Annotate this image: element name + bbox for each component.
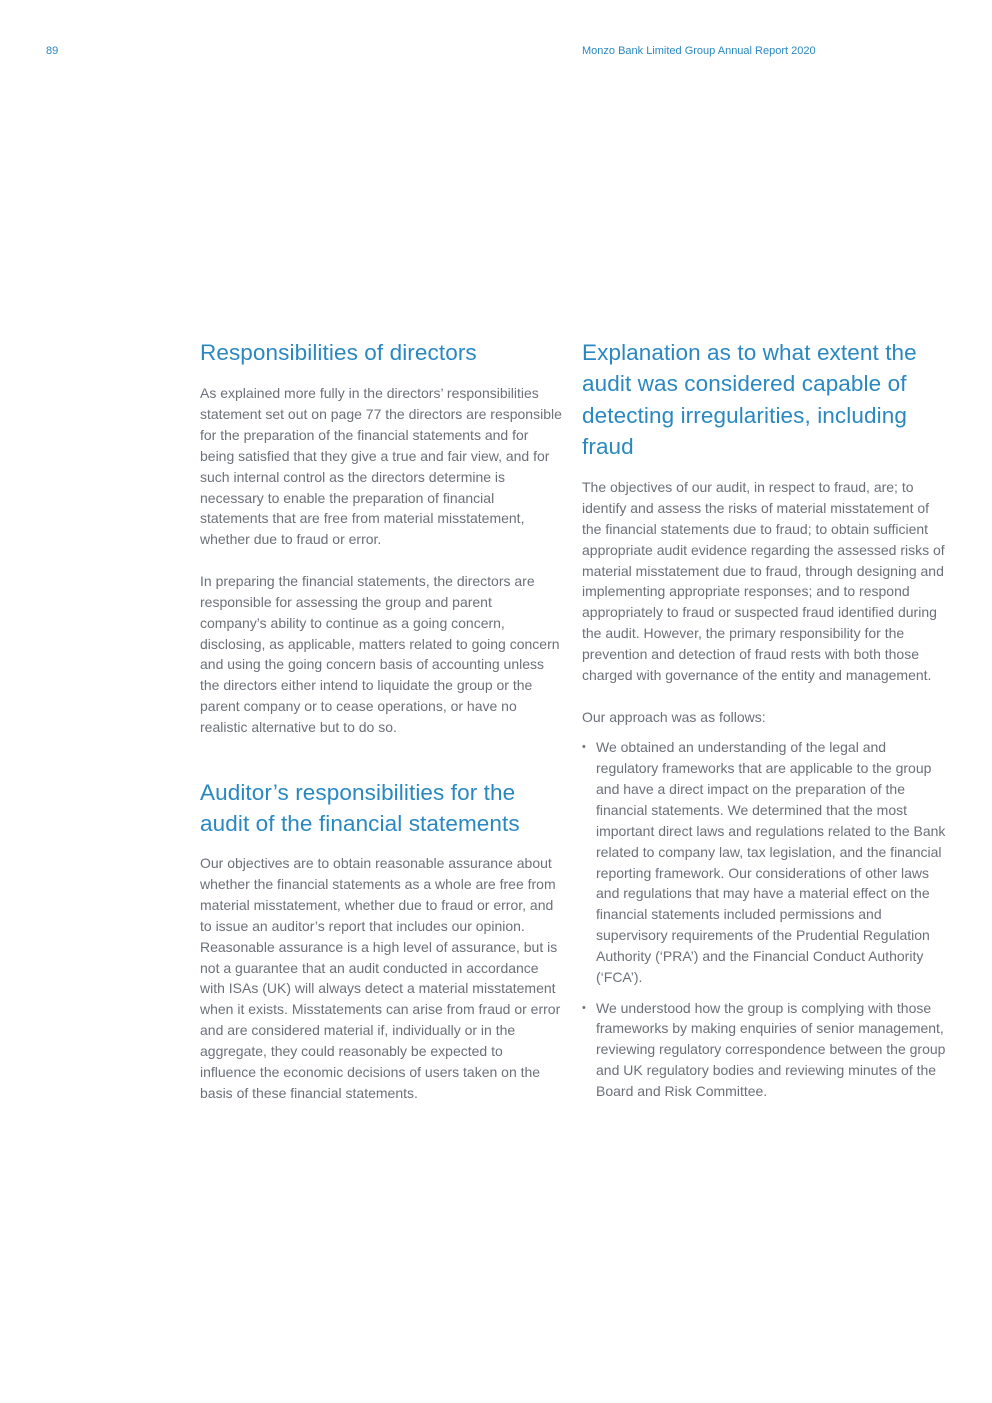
- section-heading-responsibilities-of-directors: Responsibilities of directors: [200, 340, 477, 365]
- paragraph-auditor-objectives: Our objectives are to obtain reasonable assurance about whether the financial statements as a whole are free from material misstatement, whether due to fraud or error, and to issue an auditor’s report that includes our opinion. Reasonable assurance is a high level of assurance, but is not a guarantee that an audit conducted in accordance with ISAs (UK) will always detect a material misstatement when it exists. Misstatements can arise from fraud or error and are considered material if, individually or in the aggregate, they could reasonably be expected to influence the economic decisions of users taken on the basis of these financial statements.: [200, 855, 561, 1101]
- running-header: Monzo Bank Limited Group Annual Report 2020: [582, 45, 816, 57]
- section-heading-auditors-responsibilities: Auditor’s responsibilities for the audit of the financial statements: [200, 779, 520, 837]
- paragraph-directors-responsibilities: As explained more fully in the directors’ responsibilities statement set out on page 77 the directors are responsible for the preparation of the financial statements and for being satisfied that they give a true and fair view, and for such internal control as the directors determine is necessary to enable the preparation of financial statements that are free from material misstatement, whether due to fraud or error.: [200, 385, 562, 548]
- page-number: 89: [46, 45, 59, 57]
- list-item-text: We understood how the group is complying with those frameworks by making enquiries of senior management, reviewing regulatory correspondence between the group and UK regulatory bodies and reviewing minutes of the Board and Risk Committee.: [596, 999, 946, 1099]
- left-column: [200, 337, 562, 1104]
- paragraph-fraud-objectives: The objectives of our audit, in respect to fraud, are; to identify and assess the risks of material misstatement of the financial statements due to fraud; to obtain sufficient appropriate audit evidence regarding the assessed risks of material misstatement due to fraud, through designing and implementing appropriate responses; and to respond appropriately to fraud or suspected fraud identified during the audit. However, the primary responsibility for the prevention and detection of fraud rests with both those charged with governance of the entity and management.: [582, 479, 945, 683]
- list-item-text: We obtained an understanding of the legal and regulatory frameworks that are applicable to the group and have a direct impact on the preparation of the financial statements. We determined that the most important direct laws and regulations related to the Bank related to company law, tax legislation, and the financial reporting framework. Our considerations of other laws and regulations that may have a material effect on the financial statements included permissions and supervisory requirements of the Prudential Regulation Authority (‘PRA’) and the Financial Conduct Authority (‘FCA’).: [596, 739, 946, 985]
- bullet-icon: •: [582, 741, 586, 754]
- list-item: [582, 737, 948, 987]
- paragraph-going-concern: In preparing the financial statements, the directors are responsible for assessing the group and parent company’s ability to continue as a going concern, disclosing, as applicable, matters related to going concern and using the going concern basis of accounting unless the directors either intend to liquidate the group or the parent company or to cease operations, or have no realistic alternative but to do so.: [200, 573, 560, 735]
- section-heading-irregularities-fraud: Explanation as to what extent the audit was considered capable of detecting irregularities, including fraud: [582, 340, 917, 459]
- paragraph-approach-intro: Our approach was as follows:: [582, 708, 766, 725]
- bullet-icon: •: [582, 1001, 586, 1014]
- approach-bullet-list: [582, 737, 948, 1101]
- right-column: [582, 337, 948, 1112]
- list-item: [582, 998, 948, 1102]
